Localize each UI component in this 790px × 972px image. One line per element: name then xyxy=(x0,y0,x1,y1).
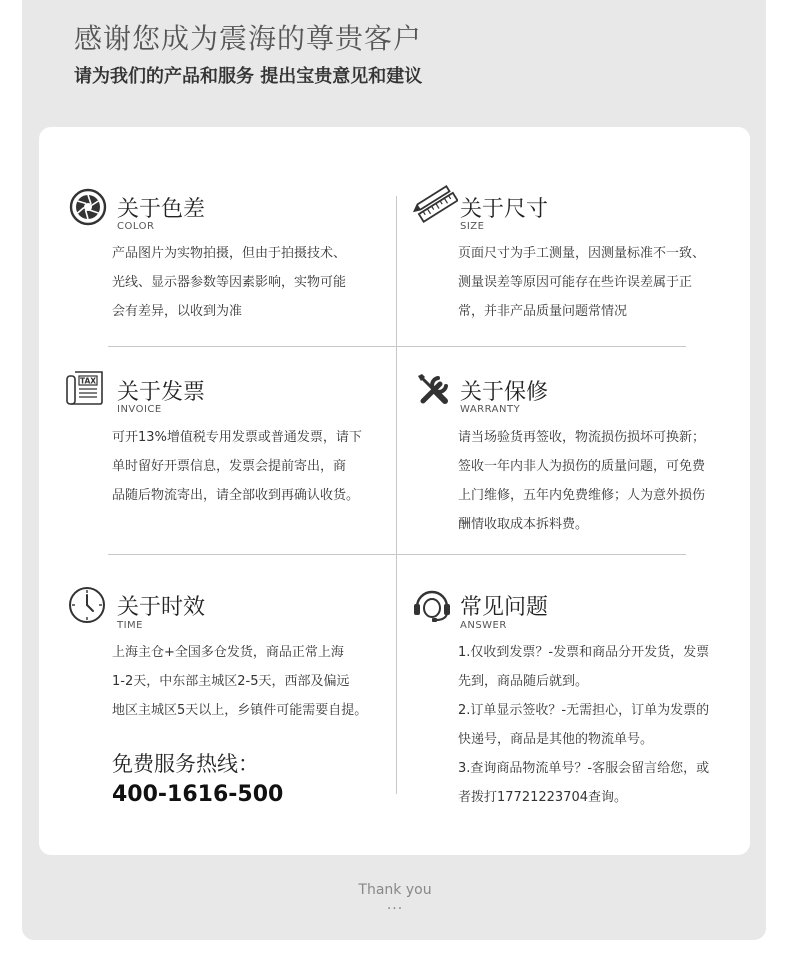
page-subtitle: 请为我们的产品和服务 提出宝贵意见和建议 xyxy=(74,66,423,87)
wrench-screwdriver-icon xyxy=(414,370,454,410)
section-body-size xyxy=(458,239,748,326)
section-en-color: COLOR xyxy=(117,221,155,232)
body-line: 先到，商品随后就到。 xyxy=(458,674,589,689)
body-line: 上海主仓+全国多仓发货，商品正常上海 xyxy=(112,645,344,660)
body-line: 品随后物流寄出，请全部收到再确认收货。 xyxy=(112,488,360,503)
clock-icon xyxy=(67,585,107,625)
section-en-warranty: WARRANTY xyxy=(460,404,521,415)
tax-receipt-icon xyxy=(64,368,106,408)
body-line: 1-2天，中东部主城区2-5天，西部及偏远 xyxy=(112,674,350,689)
tax-icon-text: TAX xyxy=(79,376,97,386)
camera-aperture-icon xyxy=(68,187,108,227)
body-line: 地区主城区5天以上，乡镇件可能需要自提。 xyxy=(112,703,368,718)
body-line: 测量误差等原因可能存在些许误差属于正 xyxy=(458,275,693,290)
body-line: 光线、显示器参数等因素影响，实物可能 xyxy=(112,275,347,290)
section-body-warranty xyxy=(458,423,748,539)
section-body-invoice xyxy=(112,423,402,510)
section-title-invoice: 关于发票 xyxy=(117,380,206,405)
section-en-size: SIZE xyxy=(460,221,485,232)
body-line: 请当场验货再签收，物流损伤损坏可换新； xyxy=(458,430,706,445)
section-title-size: 关于尺寸 xyxy=(460,197,549,222)
section-body-color xyxy=(112,239,402,326)
hotline-number[interactable]: 400-1616-500 xyxy=(112,782,284,807)
body-line: 可开13%增值税专用发票或普通发票，请下 xyxy=(112,430,362,445)
body-line: 者拨打17721223704查询。 xyxy=(458,790,627,805)
section-title-warranty: 关于保修 xyxy=(460,380,549,405)
section-title-color: 关于色差 xyxy=(117,197,206,222)
body-line: 页面尺寸为手工测量，因测量标准不一致、 xyxy=(458,246,706,261)
pencil-ruler-icon xyxy=(412,184,458,224)
body-line: 单时留好开票信息，发票会提前寄出，商 xyxy=(112,459,347,474)
body-line: 1.仅收到发票？-发票和商品分开发货，发票 xyxy=(458,645,710,660)
body-line: 快递号，商品是其他的物流单号。 xyxy=(458,732,654,747)
section-en-answer: ANSWER xyxy=(460,620,507,631)
hotline-label: 免费服务热线： xyxy=(112,752,259,776)
body-line: 上门维修，五年内免费维修；人为意外损伤 xyxy=(458,488,706,503)
section-en-time: TIME xyxy=(117,620,144,631)
section-title-time: 关于时效 xyxy=(117,595,206,620)
ellipsis-dots: ··· xyxy=(386,901,404,917)
headset-support-icon xyxy=(411,585,453,625)
section-body-answer xyxy=(458,638,748,812)
body-line: 产品图片为实物拍摄，但由于拍摄技术、 xyxy=(112,246,347,261)
divider-horizontal-1 xyxy=(108,346,686,347)
body-line: 3.查询商品物流单号？-客服会留言给您，或 xyxy=(458,761,710,776)
body-line: 签收一年内非人为损伤的质量问题，可免费 xyxy=(458,459,706,474)
body-line: 2.订单显示签收？-无需担心，订单为发票的 xyxy=(458,703,710,718)
divider-horizontal-2 xyxy=(108,554,686,555)
body-line: 会有差异，以收到为准 xyxy=(112,304,243,319)
section-en-invoice: INVOICE xyxy=(117,404,162,415)
page-title: 感谢您成为震海的尊贵客户 xyxy=(74,22,423,55)
body-line: 酬情收取成本拆料费。 xyxy=(458,517,589,532)
body-line: 常，并非产品质量问题常情况 xyxy=(458,304,628,319)
section-body-time xyxy=(112,638,402,725)
thank-you-text: Thank you xyxy=(358,882,432,898)
section-title-answer: 常见问题 xyxy=(460,595,549,620)
